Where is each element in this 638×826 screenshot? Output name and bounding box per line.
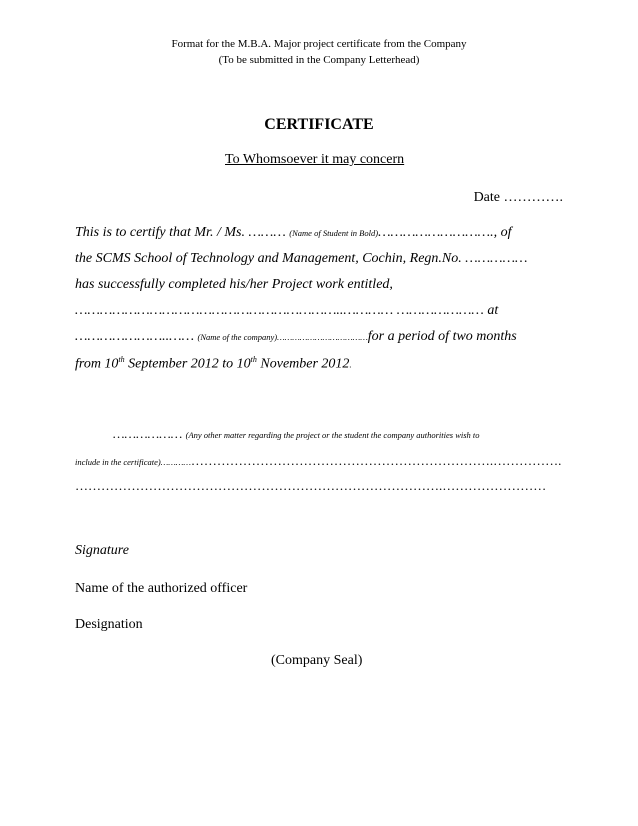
body-line-2: the SCMS School of Technology and Management, Cochin, Regn.No. ……………	[75, 251, 528, 266]
body-text: September 2012 to 10	[124, 356, 251, 372]
header-line-2: (To be submitted in the Company Letterhead)	[218, 54, 420, 66]
body-text: ………………………., of	[378, 225, 512, 240]
body-text: This is to certify that Mr. / Ms. ………	[75, 225, 290, 240]
note-line-2	[75, 452, 561, 470]
body-line-6	[75, 355, 352, 373]
body-line-5	[75, 329, 517, 345]
body-line-4: ………………………………………………………..………… ………………… at	[75, 303, 499, 318]
superscript-th: th	[250, 355, 257, 364]
note-text: include in the certificate)…………	[75, 457, 191, 467]
signature-label: Signature	[75, 543, 129, 558]
note-dots: …………………………………………………………….…………….	[190, 453, 562, 468]
body-text: November 2012	[256, 356, 350, 372]
body-text: …………………..……	[75, 329, 198, 344]
placeholder-note: (Name of Student in Bold)	[289, 228, 379, 238]
note-line-3: ………………………………………………………………………….……………………	[75, 478, 547, 493]
placeholder-note: (Name of the company)………………………………	[197, 332, 368, 342]
date-field: Date ………….	[473, 190, 563, 205]
note-text: (Any other matter regarding the project or the student the company authorities wish to	[185, 430, 480, 440]
body-line-1	[75, 225, 512, 241]
header-line-1: Format for the M.B.A. Major project certificate from the Company	[171, 38, 467, 50]
company-seal-label: (Company Seal)	[271, 653, 363, 668]
superscript-th: th	[118, 355, 125, 364]
officer-name-label: Name of the authorized officer	[75, 581, 248, 596]
note-line-1	[113, 425, 480, 443]
body-text: from 10	[75, 356, 119, 372]
body-line-3: has successfully completed his/her Project work entitled,	[75, 277, 393, 292]
period: .	[349, 359, 352, 370]
body-text: for a period of two months	[367, 329, 517, 344]
certificate-title: CERTIFICATE	[264, 116, 374, 133]
certificate-subtitle: To Whomsoever it may concern	[225, 152, 405, 167]
note-dots: ………………	[113, 426, 186, 441]
designation-label: Designation	[75, 617, 143, 632]
